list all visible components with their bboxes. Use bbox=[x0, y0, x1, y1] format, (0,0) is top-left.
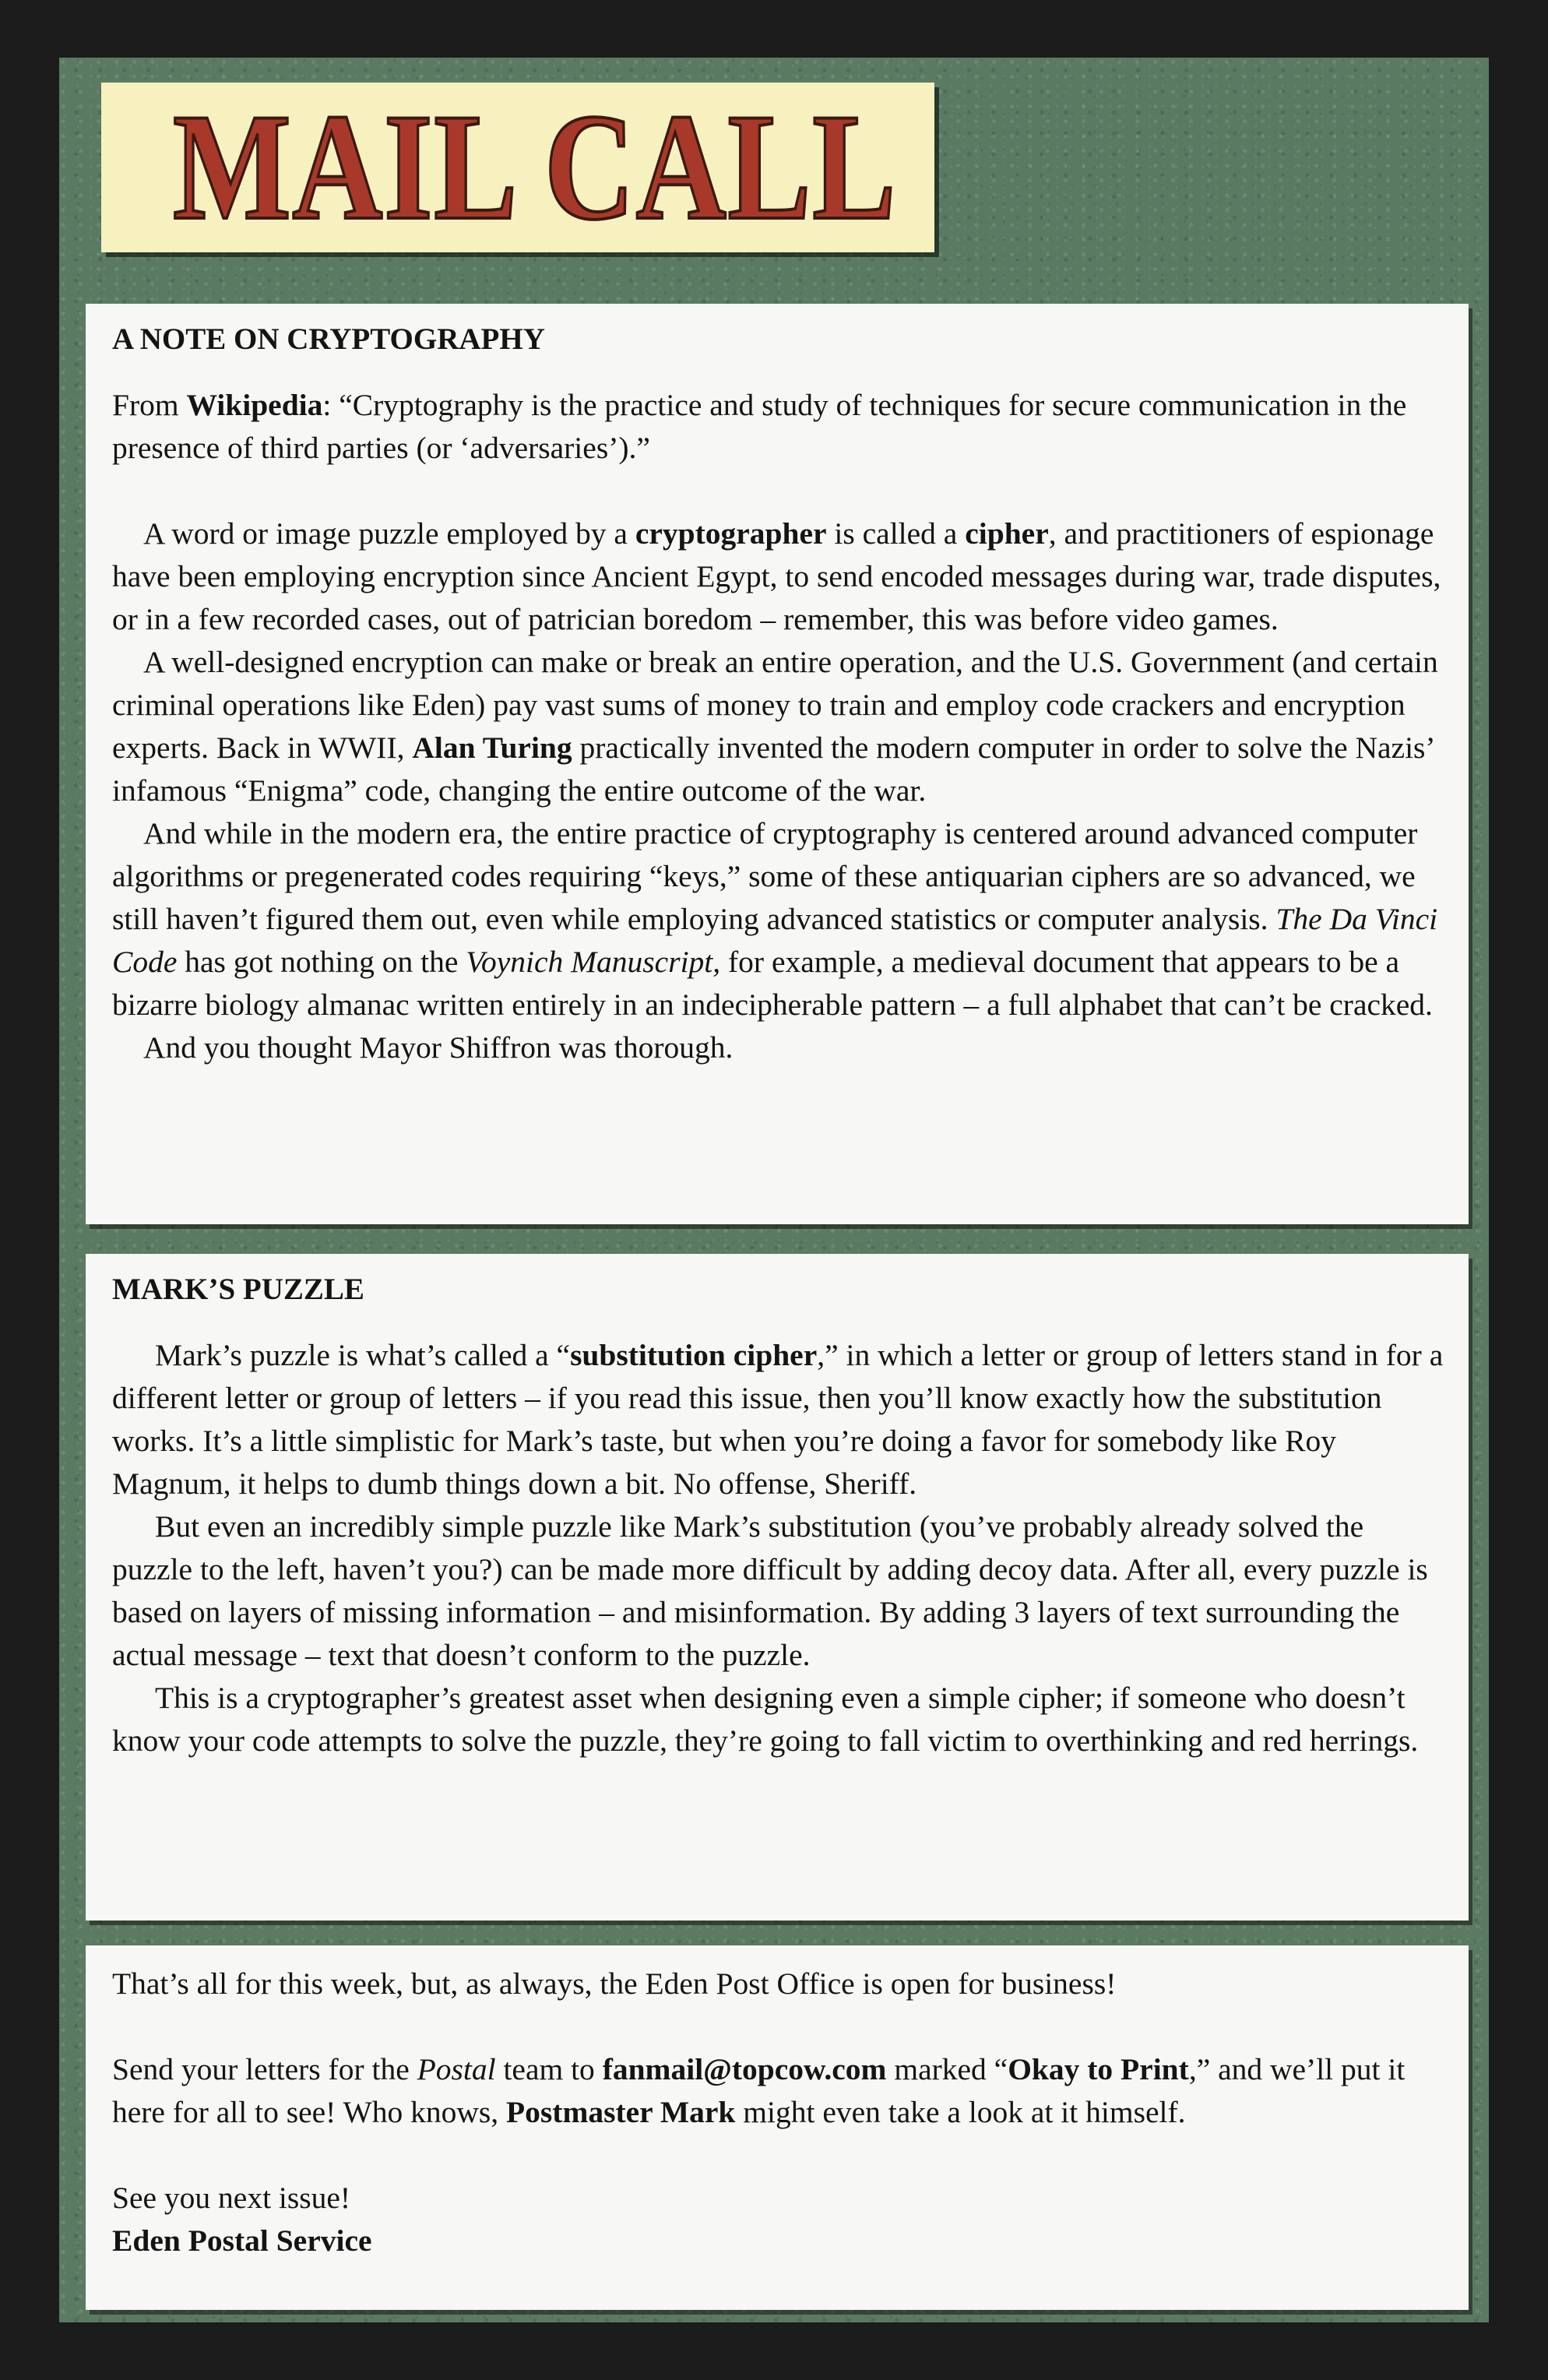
cryptography-heading: A NOTE ON CRYPTOGRAPHY bbox=[112, 322, 545, 356]
cryptography-paragraph-4: And you thought Mayor Shiffron was thorough. bbox=[143, 1030, 734, 1065]
puzzle-heading: MARK’S PUZZLE bbox=[112, 1273, 364, 1306]
puzzle-paragraph-1: Mark’s puzzle is what’s called a “substitution cipher,” in which a letter or group of letters stand in for a different letter or group of letters – if you read this issue, then you’ll know exactly how the substitution works. It’s a little simplistic for Mark’s taste, but when you’re doing a favor for somebody like Roy Magnum, it helps to dumb things down a bit. No offense, Sheriff. bbox=[112, 1338, 1444, 1501]
closing-line: That’s all for this week, but, as always, the Eden Post Office is open for business! bbox=[112, 1966, 1117, 2001]
mail-call-banner bbox=[101, 83, 934, 252]
fanmail-email: fanmail@topcow.com bbox=[602, 2052, 887, 2086]
wikipedia-label: Wikipedia bbox=[186, 388, 323, 422]
puzzle-paragraph-3: This is a cryptographer’s greatest asset when designing even a simple cipher; if someone who doesn’t know your code attempts to solve the puzzle, they’re going to fall victim to overthinking and red herrings. bbox=[112, 1681, 1419, 1758]
banner-title: MAIL CALL bbox=[173, 83, 898, 252]
cryptography-intro: From Wikipedia: “Cryptography is the practice and study of techniques for secure communication in the presence of third parties (or ‘adversaries’).” bbox=[112, 388, 1407, 465]
closing-panel bbox=[86, 1945, 1469, 2310]
cryptography-paragraph-1: A word or image puzzle employed by a cryptographer is called a cipher, and practitioners of espionage have been employing encryption since Ancient Egypt, to send encoded messages during war, trade disputes, or in a few recorded cases, out of patrician boredom – remember, this was before video games. bbox=[112, 516, 1441, 636]
puzzle-paragraph-2: But even an incredibly simple puzzle like Mark’s substitution (you’ve probably already solved the puzzle to the left, haven’t you?) can be made more difficult by adding decoy data. After all, every puzzle is based on layers of missing information – and misinformation. By adding 3 layers of text surrounding the actual message – text that doesn’t conform to the puzzle. bbox=[112, 1509, 1428, 1672]
cryptography-paragraph-3: And while in the modern era, the entire practice of cryptography is centered around advanced computer algorithms or pregenerated codes requiring “keys,” some of these antiquarian ciphers are so advanced, we still haven’t figured them out, even while employing advanced statistics or computer analysis. The Da Vinci Code has got nothing on the Voynich Manuscript, for example, a medieval document that appears to be a bizarre biology almanac written entirely in an indecipherable pattern – a full alphabet that can’t be cracked. bbox=[112, 816, 1438, 1022]
cryptography-paragraph-2: A well-designed encryption can make or break an entire operation, and the U.S. Government (and certain criminal operations like Eden) pay vast sums of money to train and employ code crackers and encryption experts. Back in WWII, Alan Turing practically invented the modern computer in order to solve the Nazis’ infamous “Enigma” code, changing the entire outcome of the war. bbox=[112, 645, 1438, 808]
marks-puzzle-panel bbox=[86, 1254, 1469, 1921]
send-letters-paragraph: Send your letters for the Postal team to fanmail@topcow.com marked “Okay to Print,” and we’ll put it here for all to see! Who knows, Postmaster Mark might even take a look at it himself. bbox=[112, 2052, 1406, 2129]
cryptography-panel bbox=[86, 304, 1469, 1224]
signature: Eden Postal Service bbox=[112, 2223, 372, 2258]
see-you-line: See you next issue! bbox=[112, 2181, 351, 2215]
